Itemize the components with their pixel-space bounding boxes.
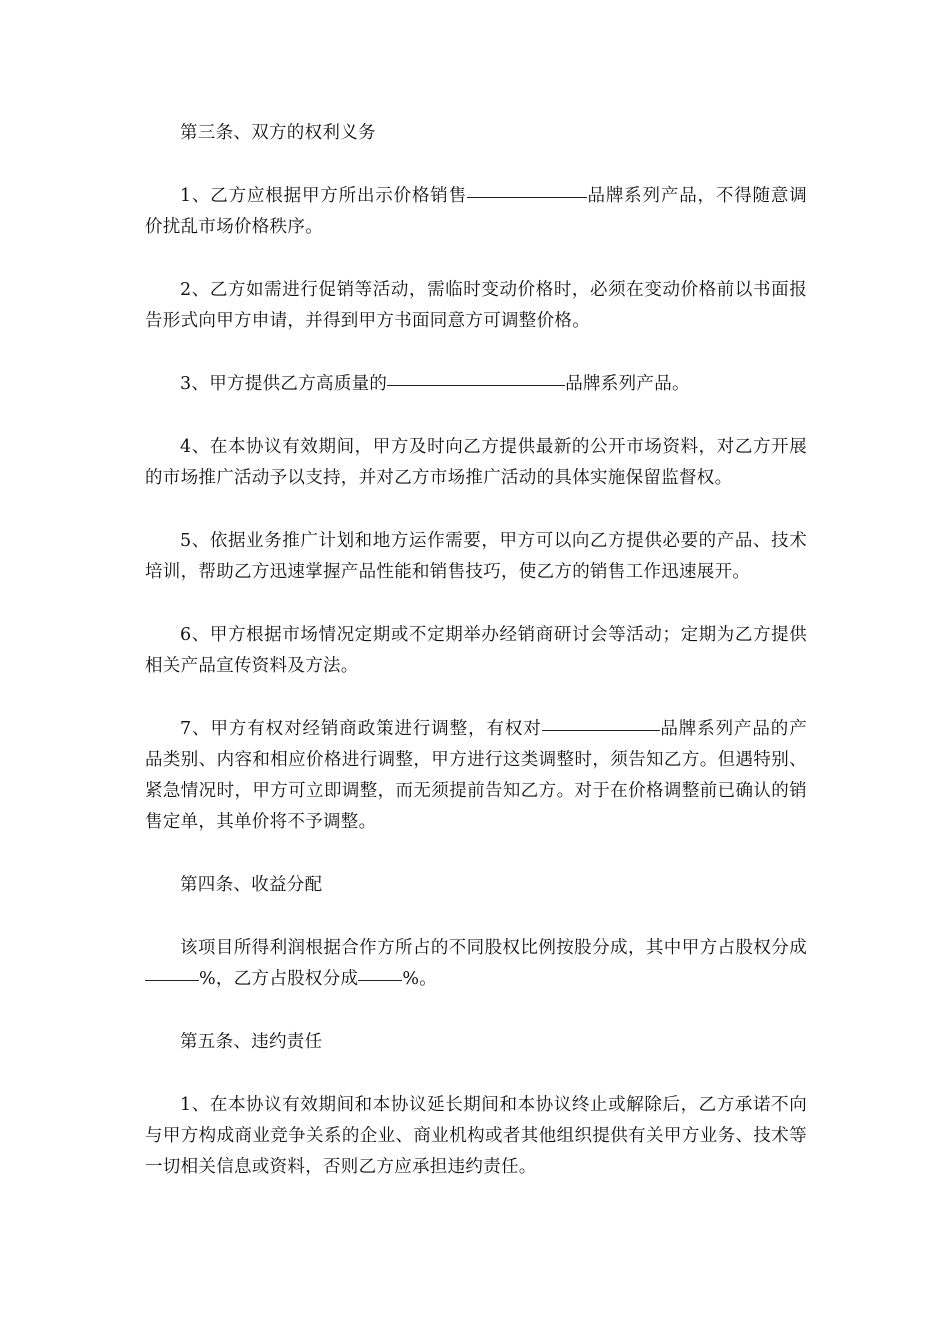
article3-item5: 5、依据业务推广计划和地方运作需要，甲方可以向乙方提供必要的产品、技术培训，帮助乙方迅速掌握产品性能和销售技巧，使乙方的销售工作迅速展开。: [145, 531, 807, 582]
party-b-share-blank: [358, 963, 402, 982]
article4-heading: 第四条、收益分配: [180, 875, 323, 895]
item7-text-before: 7、甲方有权对经销商政策进行调整，有权对: [180, 719, 542, 739]
item7-text-after: 品牌系列产品的产品类别、内容和相应价格进行调整，甲方进行这类调整时，须告知乙方。但遇特别、紧急情况时，甲方可立即调整，而无须提前告知乙方。对于在价格调整前已确认的销售定单，其单价将不予调整。: [145, 719, 807, 832]
item1-text-after: 品牌系列产品，不得随意调价扰乱市场价格秩序。: [145, 186, 807, 237]
brand-blank-3: [542, 713, 660, 732]
article3-item2: 2、乙方如需进行促销等活动，需临时变动价格时，必须在变动价格前以书面报告形式向甲方申请，并得到甲方书面同意方可调整价格。: [145, 280, 807, 331]
article5-heading: 第五条、违约责任: [180, 1032, 323, 1052]
document-page: [145, 118, 807, 1215]
article4-text-before: 该项目所得利润根据合作方所占的不同股权比例按股分成，其中甲方占股权分成: [180, 938, 807, 958]
article3-item7: [145, 714, 807, 838]
article3-item4: 4、在本协议有效期间，甲方及时向乙方提供最新的公开市场资料，对乙方开展的市场推广活动予以支持，并对乙方市场推广活动的具体实施保留监督权。: [145, 437, 807, 488]
item3-text-before: 3、甲方提供乙方高质量的: [180, 374, 388, 394]
article4-text: [145, 933, 807, 995]
brand-blank-1: [467, 180, 587, 199]
party-a-share-blank: [145, 963, 199, 982]
article4-text-after: %。: [402, 969, 438, 989]
brand-blank-2: [387, 368, 565, 387]
article3-item1: [145, 181, 807, 243]
article4-text-middle: %，乙方占股权分成: [199, 969, 359, 989]
article3-item3: [145, 369, 807, 400]
item1-text-before: 1、乙方应根据甲方所出示价格销售: [180, 186, 467, 206]
article3-item6: 6、甲方根据市场情况定期或不定期举办经销商研讨会等活动；定期为乙方提供相关产品宣传资料及方法。: [145, 625, 807, 676]
article3-heading: 第三条、双方的权利义务: [180, 123, 376, 143]
article5-item1: 1、在本协议有效期间和本协议延长期间和本协议终止或解除后，乙方承诺不向与甲方构成商业竞争关系的企业、商业机构或者其他组织提供有关甲方业务、技术等一切相关信息或资料，否则乙方应承担违约责任。: [145, 1095, 807, 1177]
item3-text-after: 品牌系列产品。: [565, 374, 690, 394]
